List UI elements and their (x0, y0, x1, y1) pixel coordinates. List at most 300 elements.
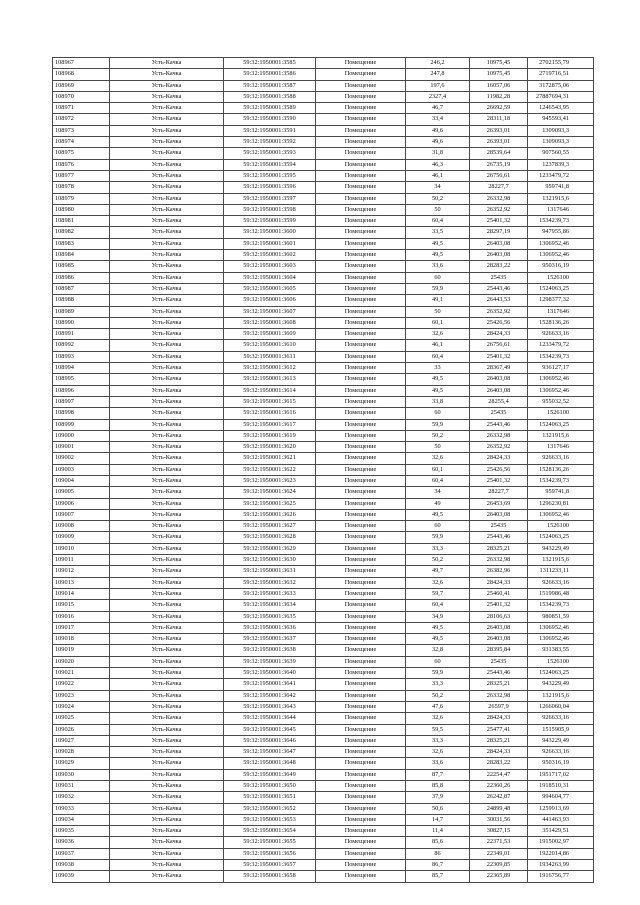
area-cell: 247,8 (406, 69, 470, 80)
cadastral-number-cell: 59:32:1950001:3631 (224, 566, 316, 577)
area-cell: 59,7 (406, 588, 470, 599)
row-id-cell: 108970 (53, 91, 110, 102)
row-id-cell: 108967 (53, 58, 110, 69)
table-row (53, 170, 594, 181)
object-type-cell: Помещение (316, 408, 406, 419)
unit-value-cell: 28424,33 (470, 329, 528, 340)
unit-value-cell: 25435 (470, 272, 528, 283)
table-row (53, 577, 594, 588)
area-cell: 34 (406, 487, 470, 498)
table-row (53, 679, 594, 690)
row-id-cell: 109025 (53, 713, 110, 724)
cadastral-number-cell: 59:32:1950001:3640 (224, 668, 316, 679)
cadastral-value-cell: 950316,19 (528, 758, 594, 769)
object-type-cell: Помещение (316, 475, 406, 486)
unit-value-cell: 26735,19 (470, 159, 528, 170)
table-row (53, 792, 594, 803)
area-cell: 50,2 (406, 430, 470, 441)
row-id-cell: 108985 (53, 261, 110, 272)
cadastral-number-cell: 59:32:1950001:3624 (224, 487, 316, 498)
unit-value-cell: 26597,9 (470, 701, 528, 712)
row-id-cell: 108992 (53, 340, 110, 351)
area-cell: 85,8 (406, 781, 470, 792)
table-row (53, 781, 594, 792)
row-id-cell: 109037 (53, 848, 110, 859)
object-type-cell: Помещение (316, 690, 406, 701)
row-id-cell: 109001 (53, 442, 110, 453)
unit-value-cell: 25443,46 (470, 532, 528, 543)
object-type-cell: Помещение (316, 645, 406, 656)
table-row (53, 826, 594, 837)
cadastral-value-cell: 2719716,51 (528, 69, 594, 80)
cadastral-number-cell: 59:32:1950001:3620 (224, 442, 316, 453)
unit-value-cell: 26382,96 (470, 566, 528, 577)
cadastral-number-cell: 59:32:1950001:3645 (224, 724, 316, 735)
unit-value-cell: 26352,92 (470, 204, 528, 215)
cadastral-number-cell: 59:32:1950001:3654 (224, 826, 316, 837)
cadastral-number-cell: 59:32:1950001:3592 (224, 137, 316, 148)
cadastral-number-cell: 59:32:1950001:3595 (224, 170, 316, 181)
object-type-cell: Помещение (316, 80, 406, 91)
cadastral-value-cell: 931383,55 (528, 645, 594, 656)
row-id-cell: 109027 (53, 735, 110, 746)
cadastral-value-cell: 1317646 (528, 306, 594, 317)
object-type-cell: Помещение (316, 182, 406, 193)
unit-value-cell: 25401,32 (470, 475, 528, 486)
area-cell: 33,6 (406, 758, 470, 769)
area-cell: 33 (406, 363, 470, 374)
cadastral-value-cell: 1526100 (528, 408, 594, 419)
cadastral-value-cell: 947955,86 (528, 227, 594, 238)
cadastral-value-cell: 1524063,25 (528, 283, 594, 294)
table-row (53, 91, 594, 102)
cadastral-value-cell: 1534239,73 (528, 351, 594, 362)
row-id-cell: 109034 (53, 814, 110, 825)
cadastral-value-cell: 1266060,04 (528, 701, 594, 712)
settlement-cell: Усть-Качка (110, 871, 224, 882)
cadastral-value-cell: 1306952,46 (528, 238, 594, 249)
settlement-cell: Усть-Качка (110, 103, 224, 114)
row-id-cell: 108978 (53, 182, 110, 193)
row-id-cell: 108990 (53, 317, 110, 328)
cadastral-number-cell: 59:32:1950001:3626 (224, 509, 316, 520)
row-id-cell: 109024 (53, 701, 110, 712)
cadastral-number-cell: 59:32:1950001:3639 (224, 656, 316, 667)
unit-value-cell: 28227,7 (470, 487, 528, 498)
table-row (53, 814, 594, 825)
cadastral-value-cell: 1321915,6 (528, 193, 594, 204)
settlement-cell: Усть-Качка (110, 747, 224, 758)
row-id-cell: 108995 (53, 374, 110, 385)
cadastral-value-cell: 1309093,3 (528, 137, 594, 148)
table-row (53, 69, 594, 80)
table-row (53, 317, 594, 328)
cadastral-number-cell: 59:32:1950001:3585 (224, 58, 316, 69)
cadastral-number-cell: 59:32:1950001:3615 (224, 396, 316, 407)
cadastral-value-cell: 1519986,48 (528, 588, 594, 599)
cadastral-value-cell: 1233479,72 (528, 340, 594, 351)
cadastral-number-cell: 59:32:1950001:3599 (224, 216, 316, 227)
unit-value-cell: 30031,56 (470, 814, 528, 825)
cadastral-number-cell: 59:32:1950001:3651 (224, 792, 316, 803)
settlement-cell: Усть-Качка (110, 238, 224, 249)
cadastral-number-cell: 59:32:1950001:3605 (224, 283, 316, 294)
cadastral-value-cell: 1922014,86 (528, 848, 594, 859)
unit-value-cell: 25460,41 (470, 588, 528, 599)
area-cell: 85,6 (406, 837, 470, 848)
area-cell: 86 (406, 848, 470, 859)
settlement-cell: Усть-Качка (110, 509, 224, 520)
cadastral-number-cell: 59:32:1950001:3632 (224, 577, 316, 588)
cadastral-value-cell: 1306952,46 (528, 374, 594, 385)
cadastral-number-cell: 59:32:1950001:3614 (224, 385, 316, 396)
settlement-cell: Усть-Качка (110, 159, 224, 170)
row-id-cell: 109002 (53, 453, 110, 464)
cadastral-number-cell: 59:32:1950001:3597 (224, 193, 316, 204)
unit-value-cell: 26352,92 (470, 306, 528, 317)
cadastral-number-cell: 59:32:1950001:3628 (224, 532, 316, 543)
table-row (53, 611, 594, 622)
area-cell: 59,9 (406, 283, 470, 294)
cadastral-value-cell: 3172875,06 (528, 80, 594, 91)
cadastral-value-cell: 1306952,46 (528, 385, 594, 396)
cadastral-value-cell: 1306952,46 (528, 622, 594, 633)
settlement-cell: Усть-Качка (110, 182, 224, 193)
area-cell: 49,5 (406, 509, 470, 520)
unit-value-cell: 26332,98 (470, 193, 528, 204)
row-id-cell: 108976 (53, 159, 110, 170)
object-type-cell: Помещение (316, 125, 406, 136)
row-id-cell: 108971 (53, 103, 110, 114)
area-cell: 49,5 (406, 238, 470, 249)
row-id-cell: 109004 (53, 475, 110, 486)
settlement-cell: Усть-Качка (110, 555, 224, 566)
unit-value-cell: 26756,61 (470, 170, 528, 181)
unit-value-cell: 25401,32 (470, 351, 528, 362)
cadastral-value-cell: 441463,93 (528, 814, 594, 825)
table-row (53, 272, 594, 283)
unit-value-cell: 28227,7 (470, 182, 528, 193)
row-id-cell: 109013 (53, 577, 110, 588)
cadastral-value-cell: 959741,8 (528, 182, 594, 193)
cadastral-number-cell: 59:32:1950001:3607 (224, 306, 316, 317)
object-type-cell: Помещение (316, 747, 406, 758)
object-type-cell: Помещение (316, 803, 406, 814)
area-cell: 47,6 (406, 701, 470, 712)
table-row (53, 566, 594, 577)
settlement-cell: Усть-Качка (110, 329, 224, 340)
settlement-cell: Усть-Качка (110, 611, 224, 622)
area-cell: 60,4 (406, 351, 470, 362)
settlement-cell: Усть-Качка (110, 600, 224, 611)
cadastral-value-cell: 1524063,25 (528, 419, 594, 430)
cadastral-number-cell: 59:32:1950001:3634 (224, 600, 316, 611)
object-type-cell: Помещение (316, 701, 406, 712)
cadastral-value-cell: 1515905,9 (528, 724, 594, 735)
object-type-cell: Помещение (316, 860, 406, 871)
object-type-cell: Помещение (316, 261, 406, 272)
unit-value-cell: 24899,48 (470, 803, 528, 814)
row-id-cell: 109006 (53, 498, 110, 509)
table-row (53, 114, 594, 125)
cadastral-number-cell: 59:32:1950001:3653 (224, 814, 316, 825)
row-id-cell: 109033 (53, 803, 110, 814)
cadastral-number-cell: 59:32:1950001:3586 (224, 69, 316, 80)
table-row (53, 860, 594, 871)
unit-value-cell: 26332,98 (470, 430, 528, 441)
object-type-cell: Помещение (316, 781, 406, 792)
table-row (53, 837, 594, 848)
table-row (53, 487, 594, 498)
table-body (53, 58, 594, 883)
row-id-cell: 108986 (53, 272, 110, 283)
cadastral-value-cell: 926633,16 (528, 577, 594, 588)
area-cell: 60 (406, 272, 470, 283)
cadastral-number-cell: 59:32:1950001:3621 (224, 453, 316, 464)
unit-value-cell: 28283,22 (470, 758, 528, 769)
table-row (53, 668, 594, 679)
area-cell: 85,7 (406, 871, 470, 882)
settlement-cell: Усть-Качка (110, 317, 224, 328)
cadastral-value-cell: 1306952,46 (528, 634, 594, 645)
cadastral-number-cell: 59:32:1950001:3591 (224, 125, 316, 136)
unit-value-cell: 26403,08 (470, 238, 528, 249)
row-id-cell: 108998 (53, 408, 110, 419)
area-cell: 49,5 (406, 622, 470, 633)
table-row (53, 758, 594, 769)
settlement-cell: Усть-Качка (110, 826, 224, 837)
area-cell: 49,1 (406, 295, 470, 306)
object-type-cell: Помещение (316, 656, 406, 667)
unit-value-cell: 26443,53 (470, 295, 528, 306)
settlement-cell: Усть-Качка (110, 419, 224, 430)
cadastral-value-cell: 1321915,6 (528, 690, 594, 701)
settlement-cell: Усть-Качка (110, 701, 224, 712)
row-id-cell: 108988 (53, 295, 110, 306)
area-cell: 60 (406, 656, 470, 667)
cadastral-number-cell: 59:32:1950001:3652 (224, 803, 316, 814)
area-cell: 32,6 (406, 577, 470, 588)
cadastral-number-cell: 59:32:1950001:3657 (224, 860, 316, 871)
cadastral-number-cell: 59:32:1950001:3611 (224, 351, 316, 362)
settlement-cell: Усть-Качка (110, 781, 224, 792)
settlement-cell: Усть-Качка (110, 769, 224, 780)
object-type-cell: Помещение (316, 679, 406, 690)
object-type-cell: Помещение (316, 555, 406, 566)
cadastral-number-cell: 59:32:1950001:3590 (224, 114, 316, 125)
area-cell: 59,5 (406, 724, 470, 735)
row-id-cell: 108968 (53, 69, 110, 80)
cadastral-value-cell: 1918510,31 (528, 781, 594, 792)
row-id-cell: 109000 (53, 430, 110, 441)
area-cell: 50 (406, 442, 470, 453)
settlement-cell: Усть-Качка (110, 848, 224, 859)
object-type-cell: Помещение (316, 871, 406, 882)
settlement-cell: Усть-Качка (110, 758, 224, 769)
area-cell: 49,7 (406, 566, 470, 577)
object-type-cell: Помещение (316, 317, 406, 328)
area-cell: 59,9 (406, 668, 470, 679)
object-type-cell: Помещение (316, 193, 406, 204)
settlement-cell: Усть-Качка (110, 634, 224, 645)
cadastral-value-cell: 1306952,46 (528, 509, 594, 520)
cadastral-value-cell: 1237839,3 (528, 159, 594, 170)
row-id-cell: 108975 (53, 148, 110, 159)
area-cell: 32,6 (406, 713, 470, 724)
cadastral-value-cell: 1246543,95 (528, 103, 594, 114)
unit-value-cell: 26756,61 (470, 340, 528, 351)
cadastral-number-cell: 59:32:1950001:3587 (224, 80, 316, 91)
unit-value-cell: 26403,08 (470, 622, 528, 633)
unit-value-cell: 26352,92 (470, 442, 528, 453)
row-id-cell: 109039 (53, 871, 110, 882)
unit-value-cell: 25435 (470, 656, 528, 667)
row-id-cell: 109003 (53, 464, 110, 475)
settlement-cell: Усть-Качка (110, 645, 224, 656)
settlement-cell: Усть-Качка (110, 272, 224, 283)
area-cell: 59,9 (406, 532, 470, 543)
table-row (53, 227, 594, 238)
settlement-cell: Усть-Качка (110, 837, 224, 848)
settlement-cell: Усть-Качка (110, 204, 224, 215)
settlement-cell: Усть-Качка (110, 679, 224, 690)
cadastral-number-cell: 59:32:1950001:3613 (224, 374, 316, 385)
object-type-cell: Помещение (316, 148, 406, 159)
row-id-cell: 108993 (53, 351, 110, 362)
cadastral-value-cell: 1524063,25 (528, 532, 594, 543)
area-cell: 33,8 (406, 396, 470, 407)
settlement-cell: Усть-Качка (110, 860, 224, 871)
area-cell: 33,3 (406, 735, 470, 746)
object-type-cell: Помещение (316, 814, 406, 825)
table-row (53, 374, 594, 385)
row-id-cell: 108980 (53, 204, 110, 215)
settlement-cell: Усть-Качка (110, 283, 224, 294)
area-cell: 49,6 (406, 137, 470, 148)
table-row (53, 125, 594, 136)
unit-value-cell: 26692,59 (470, 103, 528, 114)
row-id-cell: 109032 (53, 792, 110, 803)
area-cell: 33,6 (406, 261, 470, 272)
row-id-cell: 109022 (53, 679, 110, 690)
area-cell: 32,6 (406, 329, 470, 340)
row-id-cell: 109026 (53, 724, 110, 735)
cadastral-number-cell: 59:32:1950001:3609 (224, 329, 316, 340)
area-cell: 49,5 (406, 634, 470, 645)
cadastral-value-cell: 1915002,97 (528, 837, 594, 848)
table-row (53, 735, 594, 746)
table-row (53, 396, 594, 407)
settlement-cell: Усть-Качка (110, 668, 224, 679)
area-cell: 34,9 (406, 611, 470, 622)
row-id-cell: 109012 (53, 566, 110, 577)
table-row (53, 419, 594, 430)
object-type-cell: Помещение (316, 668, 406, 679)
unit-value-cell: 26403,08 (470, 509, 528, 520)
table-row (53, 340, 594, 351)
cadastral-number-cell: 59:32:1950001:3633 (224, 588, 316, 599)
unit-value-cell: 25443,46 (470, 419, 528, 430)
unit-value-cell: 26393,01 (470, 125, 528, 136)
object-type-cell: Помещение (316, 58, 406, 69)
row-id-cell: 109035 (53, 826, 110, 837)
object-type-cell: Помещение (316, 283, 406, 294)
settlement-cell: Усть-Качка (110, 351, 224, 362)
cadastral-number-cell: 59:32:1950001:3622 (224, 464, 316, 475)
unit-value-cell: 26393,01 (470, 137, 528, 148)
row-id-cell: 108999 (53, 419, 110, 430)
area-cell: 197,6 (406, 80, 470, 91)
table-row (53, 475, 594, 486)
table-row (53, 769, 594, 780)
object-type-cell: Помещение (316, 385, 406, 396)
cadastral-value-cell: 936127,17 (528, 363, 594, 374)
area-cell: 60 (406, 521, 470, 532)
table-row (53, 261, 594, 272)
area-cell: 49,5 (406, 385, 470, 396)
area-cell: 59,9 (406, 419, 470, 430)
cadastral-number-cell: 59:32:1950001:3604 (224, 272, 316, 283)
settlement-cell: Усть-Качка (110, 622, 224, 633)
cadastral-value-cell: 1321915,6 (528, 430, 594, 441)
area-cell: 60 (406, 408, 470, 419)
table-row (53, 871, 594, 882)
object-type-cell: Помещение (316, 340, 406, 351)
object-type-cell: Помещение (316, 521, 406, 532)
row-id-cell: 109038 (53, 860, 110, 871)
object-type-cell: Помещение (316, 159, 406, 170)
row-id-cell: 109011 (53, 555, 110, 566)
settlement-cell: Усть-Качка (110, 306, 224, 317)
settlement-cell: Усть-Качка (110, 250, 224, 261)
unit-value-cell: 28424,33 (470, 453, 528, 464)
settlement-cell: Усть-Качка (110, 408, 224, 419)
object-type-cell: Помещение (316, 137, 406, 148)
table-row (53, 509, 594, 520)
cadastral-value-cell: 943229,49 (528, 679, 594, 690)
unit-value-cell: 28325,21 (470, 543, 528, 554)
object-type-cell: Помещение (316, 611, 406, 622)
cadastral-value-cell: 1951717,02 (528, 769, 594, 780)
cadastral-number-cell: 59:32:1950001:3648 (224, 758, 316, 769)
settlement-cell: Усть-Качка (110, 340, 224, 351)
settlement-cell: Усть-Качка (110, 295, 224, 306)
object-type-cell: Помещение (316, 634, 406, 645)
table-row (53, 306, 594, 317)
row-id-cell: 109010 (53, 543, 110, 554)
unit-value-cell: 28539,64 (470, 148, 528, 159)
unit-value-cell: 28395,84 (470, 645, 528, 656)
settlement-cell: Усть-Качка (110, 396, 224, 407)
settlement-cell: Усть-Качка (110, 58, 224, 69)
area-cell: 49,5 (406, 374, 470, 385)
object-type-cell: Помещение (316, 363, 406, 374)
cadastral-value-cell: 1916756,77 (528, 871, 594, 882)
cadastral-value-cell: 1317646 (528, 204, 594, 215)
settlement-cell: Усть-Качка (110, 125, 224, 136)
row-id-cell: 109036 (53, 837, 110, 848)
settlement-cell: Усть-Качка (110, 487, 224, 498)
settlement-cell: Усть-Качка (110, 577, 224, 588)
table-row (53, 238, 594, 249)
settlement-cell: Усть-Качка (110, 114, 224, 125)
settlement-cell: Усть-Качка (110, 227, 224, 238)
object-type-cell: Помещение (316, 600, 406, 611)
settlement-cell: Усть-Качка (110, 566, 224, 577)
unit-value-cell: 28325,21 (470, 735, 528, 746)
settlement-cell: Усть-Качка (110, 803, 224, 814)
row-id-cell: 109016 (53, 611, 110, 622)
